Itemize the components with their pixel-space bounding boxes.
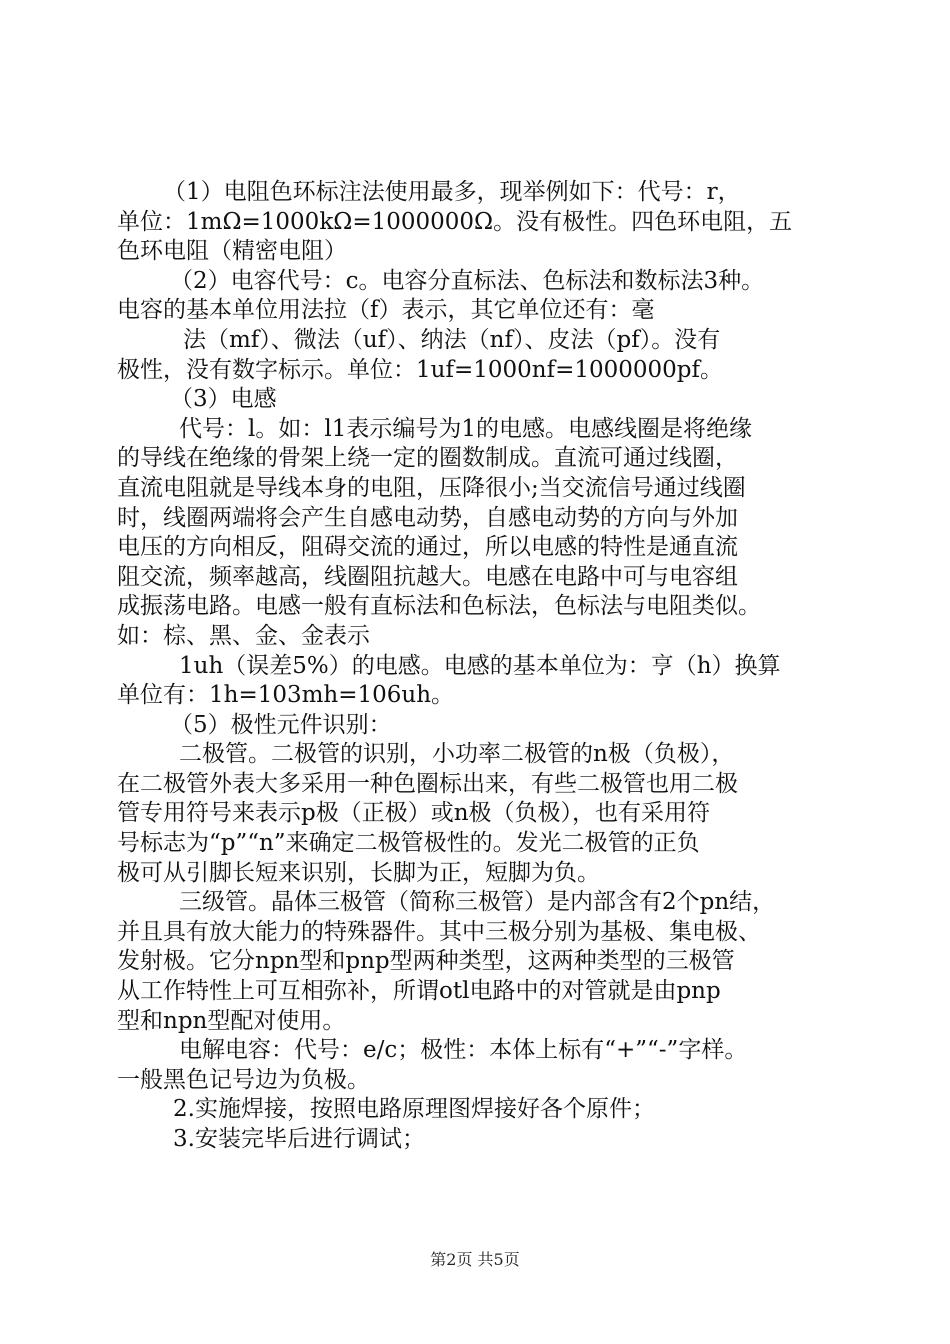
- text-line: （3）电感: [170, 386, 277, 413]
- document-body: [117, 178, 857, 1155]
- text-line: （5）极性元件识别：: [170, 711, 392, 738]
- text-line: 发射极。它分npn型和pnp型两种类型，这两种类型的三极管: [117, 948, 735, 975]
- text-line: 3.安装完毕后进行调试；: [173, 1126, 425, 1152]
- text-line: 法（mf）、微法（uf）、纳法（nf）、皮法（pf）。没有: [183, 326, 721, 353]
- page-number-footer: 第2页 共5页: [430, 1250, 520, 1269]
- text-line: 电压的方向相反，阻碍交流的通过，所以电感的特性是通直流: [117, 534, 738, 561]
- text-line: 直流电阻就是导线本身的电阻，压降很小;当交流信号通过线圈: [117, 474, 746, 501]
- text-line: 色环电阻（精密电阻）: [117, 238, 347, 265]
- text-line: 一般黑色记号边为负极。: [117, 1066, 370, 1093]
- text-line: （2）电容代号：c。电容分直标法、色标法和数标法3种。: [170, 267, 765, 294]
- text-line: 单位有：1h=103mh=106uh。: [117, 682, 455, 709]
- text-line: 电解电容：代号：e/c；极性：本体上标有“+”“-”字样。: [179, 1037, 748, 1064]
- text-line: 从工作特性上可互相弥补，所谓otl电路中的对管就是由pnp: [117, 978, 721, 1005]
- text-line: （1）电阻色环标注法使用最多，现举例如下：代号：r，: [163, 179, 741, 205]
- text-line: 在二极管外表大多采用一种色圈标出来，有些二极管也用二极: [117, 770, 738, 797]
- text-line: 号标志为“p”“n”来确定二极管极性的。发光二极管的正负: [117, 830, 700, 857]
- text-line: 的导线在绝缘的骨架上绕一定的圈数制成。直流可通过线圈，: [117, 445, 738, 472]
- text-line: 代号：l。如：l1表示编号为1的电感。电感线圈是将绝缘: [179, 415, 752, 442]
- text-line: 三级管。晶体三极管（简称三极管）是内部含有2个pn结，: [179, 889, 776, 916]
- text-line: 1uh（误差5%）的电感。电感的基本单位为：亨（h）换算: [179, 652, 781, 679]
- text-line: 并且具有放大能力的特殊器件。其中三极分别为基极、集电极、: [117, 918, 761, 945]
- text-line: 管专用符号来表示p极（正极）或n极（负极），也有采用符: [117, 800, 711, 827]
- text-line: 电容的基本单位用法拉（f）表示，其它单位还有：毫: [117, 297, 655, 324]
- text-line: 2.实施焊接，按照电路原理图焊接好各个原件；: [173, 1096, 655, 1123]
- text-line: 极可从引脚长短来识别，长脚为正，短脚为负。: [117, 859, 600, 886]
- text-line: 时，线圈两端将会产生自感电动势，自感电动势的方向与外加: [117, 504, 738, 531]
- text-line: 成振荡电路。电感一般有直标法和色标法，色标法与电阻类似。: [117, 593, 761, 620]
- text-line: 二极管。二极管的识别，小功率二极管的n极（负极），: [179, 741, 735, 768]
- text-line: 极性，没有数字标示。单位：1uf=1000nf=1000000pf。: [117, 356, 724, 383]
- text-line: 如：棕、黑、金、金表示: [117, 622, 370, 649]
- text-line: 型和npn型配对使用。: [117, 1007, 346, 1034]
- text-line: 阻交流，频率越高，线圈阻抗越大。电感在电路中可与电容组: [117, 563, 738, 590]
- text-line: 单位：1mΩ=1000kΩ=1000000Ω。没有极性。四色环电阻，五: [117, 208, 793, 235]
